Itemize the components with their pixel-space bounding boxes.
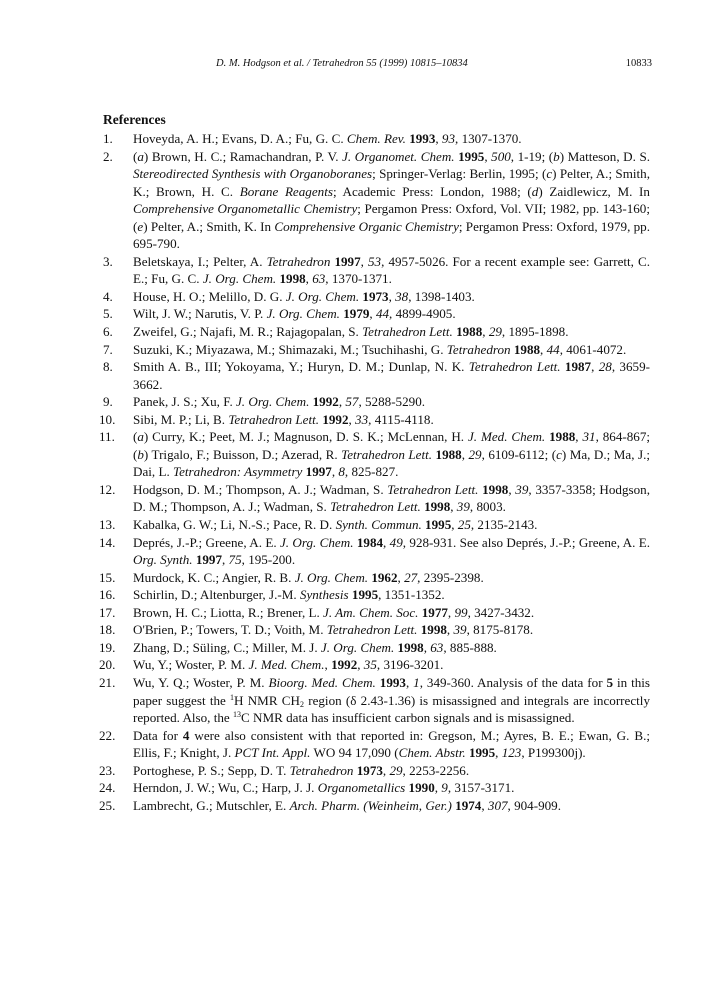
reference-text: c	[546, 166, 553, 182]
reference-text: 33	[355, 411, 369, 427]
reference-text: 1997	[305, 464, 332, 480]
reference-text: House, H. O.; Melillo, D. G.	[133, 288, 286, 304]
reference-text: b	[553, 148, 560, 164]
reference-item	[0, 621, 650, 639]
reference-text: Tetrahedron Lett.	[326, 622, 418, 638]
reference-number: 11.	[99, 429, 115, 445]
reference-text: J. Org. Chem.	[266, 306, 340, 322]
reference-text: Zhang, D.; Süling, C.; Miller, M. J.	[133, 639, 321, 655]
reference-text: ,	[388, 288, 396, 304]
reference-text: 75	[228, 552, 242, 568]
reference-text: 57	[345, 394, 359, 410]
reference-text: 39	[453, 622, 467, 638]
reference-text: ,	[575, 429, 583, 445]
reference-text: 28	[598, 359, 612, 375]
reference-text: ,	[495, 745, 502, 761]
reference-text: ) Curry, K.; Peet, M. J.; Magnuson, D. S. K.; McLennan, H.	[143, 429, 468, 445]
reference-text: ,	[508, 481, 516, 497]
reference-text: ) Pelter, A.; Smith, K. In	[143, 218, 275, 234]
reference-text: 1973	[362, 288, 389, 304]
reference-item	[0, 797, 650, 815]
reference-item	[0, 604, 650, 622]
reference-text: Lambrecht, G.; Mutschler, E.	[133, 797, 290, 813]
reference-text: 39	[456, 499, 470, 515]
reference-text: 1973	[356, 762, 383, 778]
reference-item	[0, 674, 650, 727]
reference-number: 22.	[99, 727, 116, 743]
reference-text: 1998	[424, 499, 451, 515]
reference-text: Portoghese, P. S.; Sepp, D. T.	[133, 762, 290, 778]
reference-number: 4.	[103, 288, 113, 304]
reference-text: Stereodirected Synthesis with Organoboranes	[133, 166, 373, 182]
reference-text: C NMR data has insufficient carbon signals and is misassigned.	[241, 710, 575, 726]
reference-text: 500	[491, 148, 511, 164]
reference-text: ,	[331, 464, 339, 480]
reference-item	[0, 656, 650, 674]
reference-text: Chem. Rev.	[346, 131, 406, 146]
reference-text: , 928-931. See also Deprés, J.-P.; Greene, A. E.	[402, 534, 650, 550]
reference-text: 4	[182, 727, 190, 743]
reference-text: 8	[338, 464, 345, 480]
reference-text: a	[137, 148, 144, 164]
reference-text: ,	[446, 622, 454, 638]
reference-text: , 1-19; (	[510, 148, 554, 164]
reference-text: ; Pergamon Press: Oxford, Vol. VII; 1982, pp. 143-160; (	[133, 201, 650, 234]
reference-text: e	[137, 218, 144, 234]
reference-text: b	[137, 446, 144, 462]
reference-text: ; Academic Press: London, 1988; (	[332, 183, 532, 199]
reference-text: 44	[546, 341, 560, 357]
reference-text: 1992	[322, 411, 349, 427]
reference-text: ,	[383, 534, 390, 550]
reference-text: 1995	[425, 517, 452, 533]
reference-text: , 8175-8178.	[466, 622, 534, 638]
reference-text: d	[531, 183, 539, 199]
reference-text: , 3427-3432.	[467, 604, 535, 620]
reference-text: 1993	[379, 674, 406, 690]
reference-text: ,	[369, 306, 376, 322]
reference-text: 1997	[334, 253, 361, 269]
reference-number: 24.	[99, 780, 116, 796]
reference-text: ,	[482, 324, 489, 340]
reference-text: ,	[348, 411, 356, 427]
reference-text: 1995	[468, 745, 496, 761]
reference-text: J. Org. Chem.	[202, 271, 277, 287]
reference-text: ,	[423, 639, 431, 655]
reference-text: 1979	[343, 306, 370, 322]
reference-number: 21.	[99, 674, 116, 690]
reference-text: 38	[395, 288, 409, 304]
reference-text: WO 94 17,090 (	[310, 745, 399, 761]
reference-text: , 4061-4072.	[559, 341, 627, 357]
reference-text: ) Matteson, D. S.	[559, 148, 650, 164]
reference-text: ,	[382, 762, 390, 778]
reference-text: 1974	[455, 797, 482, 813]
reference-text: 29	[488, 324, 502, 340]
reference-text: , 3157-3171.	[447, 780, 515, 796]
reference-text: 93	[441, 131, 456, 146]
reference-text: ,	[461, 446, 469, 462]
reference-text: , 3357-3358; Hodgson, D. M.; Thompson, A. J.; Wadman, S.	[133, 481, 650, 515]
reference-number: 18.	[99, 622, 116, 638]
reference-number: 15.	[99, 569, 116, 585]
reference-text: , 4115-4118.	[368, 411, 434, 427]
reference-number: 19.	[99, 639, 116, 655]
reference-text: , 885-888.	[443, 639, 497, 655]
reference-text: Wu, Y. Q.; Woster, P. M.	[133, 674, 269, 690]
reference-item	[0, 148, 650, 253]
reference-text: 1995	[351, 587, 379, 603]
reference-text: Herndon, J. W.; Wu, C.; Harp, J. J.	[133, 780, 318, 796]
reference-number: 2.	[103, 148, 113, 164]
reference-text: Kabalka, G. W.; Li, N.-S.; Pace, R. D.	[133, 517, 336, 533]
reference-number: 8.	[103, 359, 113, 375]
reference-text: Schirlin, D.; Altenburger, J.-M.	[133, 587, 300, 603]
reference-text: 5	[606, 674, 614, 690]
reference-text: 13	[233, 710, 241, 720]
reference-text: Sibi, M. P.; Li, B.	[133, 411, 229, 427]
reference-number: 14.	[99, 534, 116, 550]
reference-text: , 2135-2143.	[470, 517, 538, 533]
reference-text: 39	[515, 481, 529, 497]
reference-text: Tetrahedron Lett.	[330, 499, 421, 515]
reference-text: , 8003.	[469, 499, 506, 515]
reference-text: Smith A. B., III; Yokoyama, Y.; Huryn, D. M.; Dunlap, N. K.	[133, 359, 469, 375]
reference-item	[0, 639, 650, 657]
reference-number: 3.	[103, 253, 113, 269]
reference-text: 29	[389, 762, 403, 778]
references-heading: References	[103, 112, 166, 127]
reference-number: 7.	[103, 341, 113, 357]
reference-text: Comprehensive Organometallic Chemistry	[133, 201, 358, 217]
reference-text: 1992	[312, 394, 339, 410]
reference-item	[0, 481, 650, 516]
reference-text: 307	[487, 797, 508, 813]
reference-text: Comprehensive Organic Chemistry	[274, 218, 459, 234]
reference-text: , 3196-3201.	[376, 657, 444, 673]
reference-text: Beletskaya, I.; Pelter, A.	[133, 253, 267, 269]
reference-text: 25	[457, 517, 471, 533]
reference-text: , 195-200.	[241, 552, 296, 568]
reference-item	[0, 516, 650, 534]
reference-text: ) Pelter, A.; Smith, K.; Brown, H. C.	[133, 166, 650, 199]
reference-text: 29	[468, 446, 482, 462]
reference-number: 16.	[99, 587, 116, 603]
reference-text: J. Org. Chem.	[320, 639, 395, 655]
reference-text: region (δ 2.43-1.36) is misassigned and integrals are incorrectly reported. Also, the	[133, 692, 650, 726]
reference-text: Data for	[133, 727, 183, 743]
reference-text: J. Med. Chem.	[248, 657, 325, 673]
reference-text: , 1370-1371.	[325, 271, 392, 287]
reference-text: J. Org. Chem.	[294, 569, 369, 585]
reference-text: H NMR CH	[234, 692, 300, 708]
reference-text: Synth. Commun.	[335, 517, 422, 533]
reference-text: 1962	[371, 569, 398, 585]
reference-item	[0, 534, 650, 569]
reference-text: Suzuki, K.; Miyazawa, M.; Shimazaki, M.; Tsuchihashi, G.	[133, 341, 447, 357]
reference-text: , 1307-1370.	[455, 131, 522, 146]
reference-text: Synthesis	[299, 587, 349, 603]
reference-text: , P199300j).	[521, 745, 586, 761]
reference-text: 1993	[409, 131, 436, 146]
reference-text: ,	[434, 780, 442, 796]
reference-number: 6.	[103, 324, 113, 340]
reference-text: Tetrahedron Lett.	[387, 481, 479, 497]
reference-number: 1.	[103, 131, 113, 146]
reference-text: ,	[484, 148, 492, 164]
reference-text: a	[137, 429, 144, 445]
reference-text: Tetrahedron	[266, 253, 331, 269]
reference-item	[0, 130, 650, 148]
reference-text: O'Brien, P.; Towers, T. D.; Voith, M.	[133, 622, 327, 638]
reference-text: Arch. Pharm. (Weinheim, Ger.)	[289, 797, 452, 813]
reference-text: J. Organomet. Chem.	[342, 148, 455, 164]
reference-text: Wu, Y.; Woster, P. M.	[133, 657, 249, 673]
reference-text: , 5288-5290.	[358, 394, 426, 410]
reference-text: ,	[450, 499, 457, 515]
reference-text: , 6109-6112; (	[481, 446, 557, 462]
reference-text: ,	[591, 359, 599, 375]
reference-text: , 1398-1403.	[408, 288, 475, 304]
reference-text: were also consistent with that reported in: Gregson, M.; Ayres, B. E.; Ewan, G. B.; Ellis, F.; Knight, J.	[133, 727, 650, 761]
reference-text: Bioorg. Med. Chem.	[268, 674, 376, 690]
reference-text: ,	[305, 271, 313, 287]
reference-text: Tetrahedron: Asymmetry	[173, 464, 303, 480]
reference-text: ,	[357, 657, 364, 673]
reference-text: 1998	[279, 271, 306, 287]
reference-item	[0, 253, 650, 288]
reference-text: J. Am. Chem. Soc.	[323, 604, 419, 620]
reference-text: ) Trigalo, F.; Buisson, D.; Azerad, R.	[143, 446, 342, 462]
running-header	[104, 58, 652, 74]
reference-text: 9	[441, 780, 448, 796]
reference-number: 25.	[99, 797, 116, 813]
reference-text: Zweifel, G.; Najafi, M. R.; Rajagopalan, S.	[133, 324, 363, 340]
reference-text: 63	[430, 639, 444, 655]
reference-text: 27	[404, 569, 418, 585]
reference-text: 1988	[513, 341, 541, 357]
reference-item	[0, 727, 650, 762]
reference-text: Tetrahedron	[446, 341, 511, 357]
reference-text: 1988	[456, 324, 483, 340]
reference-text: 1988	[549, 429, 576, 445]
reference-text: 1988	[435, 446, 462, 462]
reference-text: 1	[413, 674, 420, 690]
reference-item	[0, 411, 650, 429]
reference-list	[0, 130, 720, 814]
running-title: D. M. Hodgson et al. / Tetrahedron 55 (1999) 10815–10834	[216, 58, 468, 69]
reference-text: ,	[397, 569, 405, 585]
page-number: 10833	[625, 58, 652, 69]
reference-number: 10.	[99, 411, 116, 427]
reference-text: ,	[451, 517, 458, 533]
reference-text: ,	[540, 341, 547, 357]
reference-text: ; Pergamon Press: Oxford, 1979, pp. 695-790.	[133, 218, 650, 252]
reference-text: c	[556, 446, 562, 462]
reference-text: 1998	[420, 622, 447, 638]
reference-text: 1990	[408, 780, 435, 796]
reference-text: 1998	[482, 481, 509, 497]
reference-text: 1987	[564, 359, 592, 375]
reference-item	[0, 762, 650, 780]
reference-text: J. Org. Chem.	[279, 534, 354, 550]
reference-number: 17.	[99, 604, 116, 620]
reference-item	[0, 305, 650, 323]
reference-text: Brown, H. C.; Liotta, R.; Brener, L.	[133, 604, 324, 620]
reference-text: 44	[375, 306, 390, 322]
reference-text: ) Ma, D.; Ma, J.; Dai, L.	[133, 446, 650, 480]
reference-text: , 2395-2398.	[417, 569, 484, 585]
reference-text: 1995	[458, 148, 485, 164]
reference-item	[0, 569, 650, 587]
reference-text: 1	[230, 692, 235, 702]
reference-number: 20.	[99, 657, 116, 673]
reference-text: , 1895-1898.	[501, 324, 569, 340]
reference-text: J. Med. Chem.	[467, 429, 546, 445]
reference-text: Tetrahedron Lett.	[228, 411, 320, 427]
reference-text: Hoveyda, A. H.; Evans, D. A.; Fu, G. C.	[133, 131, 347, 146]
reference-number: 5.	[103, 306, 113, 322]
reference-text: , 2253-2256.	[402, 762, 470, 778]
reference-text: ,	[405, 674, 414, 690]
reference-text: Tetrahedron Lett.	[341, 446, 433, 462]
reference-text: ) Zaidlewicz, M. In	[538, 183, 650, 199]
reference-text: 1984	[356, 534, 384, 550]
reference-text: Tetrahedron	[289, 762, 354, 778]
reference-text: ,	[338, 394, 346, 410]
reference-text: Wilt, J. W.; Narutis, V. P.	[133, 306, 267, 322]
reference-item	[0, 586, 650, 604]
reference-text: 1998	[397, 639, 424, 655]
reference-text: 1977	[421, 604, 448, 620]
reference-item	[0, 288, 650, 306]
reference-number: 9.	[103, 394, 113, 410]
reference-text: ,	[324, 657, 332, 673]
reference-text: , 3659-3662.	[133, 359, 650, 392]
reference-text: Deprés, J.-P.; Greene, A. E.	[133, 534, 280, 550]
reference-text: 49	[389, 534, 403, 550]
reference-text: ,	[360, 253, 368, 269]
reference-text: Panek, J. S.; Xu, F.	[133, 394, 236, 410]
reference-text: , 825-827.	[344, 464, 399, 480]
reference-text: Chem. Abstr.	[398, 745, 466, 761]
reference-text: Murdock, K. C.; Angier, R. B.	[133, 569, 295, 585]
reference-text: 99	[454, 604, 468, 620]
reference-text: ) Brown, H. C.; Ramachandran, P. V.	[143, 148, 343, 164]
reference-text: PCT Int. Appl.	[234, 745, 311, 761]
reference-number: 23.	[99, 762, 116, 778]
reference-text: 123	[501, 745, 522, 761]
reference-item	[0, 341, 650, 359]
reference-text: (	[133, 429, 138, 445]
reference-text: 2	[299, 699, 304, 709]
reference-text: Hodgson, D. M.; Thompson, A. J.; Wadman, S.	[133, 481, 388, 497]
reference-item	[0, 358, 650, 393]
reference-item	[0, 393, 650, 411]
reference-text: J. Org. Chem.	[285, 288, 360, 304]
reference-text: ,	[447, 604, 455, 620]
reference-text: 53	[368, 253, 382, 269]
reference-item	[0, 779, 650, 797]
reference-text: , 349-360. Analysis of the data for	[419, 674, 607, 690]
reference-number: 13.	[99, 517, 116, 533]
reference-text: , 4957-5026. For a recent example see: Garrett, C. E.; Fu, G. C.	[133, 253, 651, 287]
reference-text: Tetrahedron Lett.	[362, 324, 453, 340]
reference-text: J. Org. Chem.	[236, 394, 310, 410]
reference-text: Tetrahedron Lett.	[468, 359, 561, 375]
reference-text: 31	[582, 429, 596, 445]
reference-text: 35	[363, 657, 377, 673]
reference-text: 63	[312, 271, 326, 287]
reference-text: ,	[222, 552, 229, 568]
reference-text: Borane Reagents	[239, 183, 333, 199]
reference-text: ,	[481, 797, 488, 813]
reference-text: 1992	[331, 657, 358, 673]
reference-item	[0, 323, 650, 341]
reference-text: , 864-867; (	[133, 429, 651, 462]
reference-text: , 4899-4905.	[389, 306, 456, 322]
reference-text: , 1351-1352.	[378, 587, 445, 603]
reference-text: , 904-909.	[507, 797, 561, 813]
reference-text: Org. Synth.	[133, 552, 193, 568]
reference-text: ,	[435, 131, 442, 146]
reference-number: 12.	[99, 481, 116, 497]
reference-text: 1997	[195, 552, 222, 568]
reference-text: Organometallics	[317, 780, 406, 796]
reference-text: in this paper suggest the	[133, 674, 651, 708]
reference-text: ; Springer-Verlag: Berlin, 1995; (	[372, 166, 547, 182]
reference-text: (	[133, 148, 138, 164]
reference-item	[0, 428, 650, 481]
